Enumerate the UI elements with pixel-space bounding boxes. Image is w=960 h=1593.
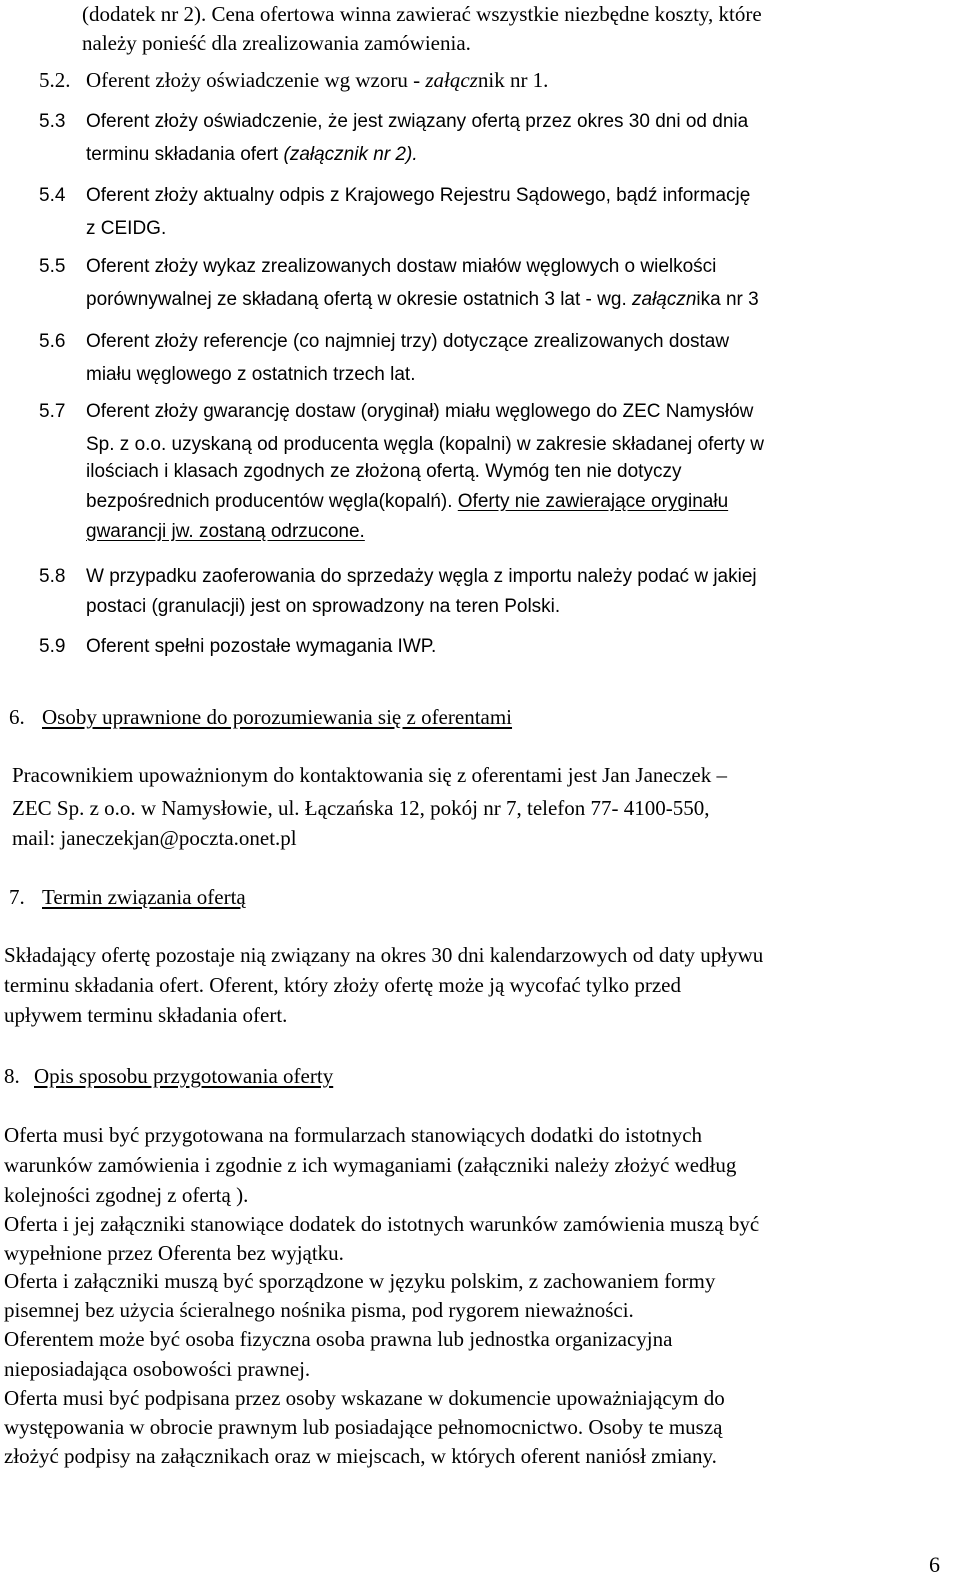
item-5-2-line-1 <box>86 70 548 91</box>
item-number-5-5: 5.5 <box>39 256 66 277</box>
item-5-8-line-2: postaci (granulacji) jest on sprowadzony na teren Polski. <box>86 596 561 617</box>
item-5-2-end: nik nr 1. <box>477 68 549 92</box>
item-number-5-6: 5.6 <box>39 331 66 352</box>
item-5-7-line-5: gwarancji jw. zostaną odrzucone. <box>86 521 365 542</box>
item-5-4-line-2: z CEIDG. <box>86 218 167 239</box>
section-8-line-11: występowania w obrocie prawnym lub posiadające pełnomocnictwo. Osoby te muszą <box>4 1415 723 1439</box>
item-5-5-end: ika nr 3 <box>696 289 759 310</box>
section-6-line-1: Pracownikiem upoważnionym do kontaktowania się z oferentami jest Jan Janeczek – <box>12 763 727 787</box>
item-5-5-line-1: Oferent złoży wykaz zrealizowanych dostaw miałów węglowych o wielkości <box>86 256 717 277</box>
section-6-line-3: mail: janeczekjan@poczta.onet.pl <box>12 826 297 850</box>
item-number-5-8: 5.8 <box>39 566 66 587</box>
item-5-7-underlined: Oferty nie zawierające oryginału <box>457 491 729 512</box>
section-8-line-3: kolejności zgodnej z ofertą ). <box>4 1183 249 1207</box>
section-8-line-7: pisemnej bez użycia ścieralnego nośnika pisma, pod rygorem nieważności. <box>4 1298 634 1322</box>
item-5-7-line-3: ilościach i klasach zgodnych ze złożoną ofertą. Wymóg ten nie dotyczy <box>86 461 682 482</box>
section-8-line-4: Oferta i jej załączniki stanowiące dodatek do istotnych warunków zamówienia muszą być <box>4 1212 760 1236</box>
section-7-line-3: upływem terminu składania ofert. <box>4 1003 288 1027</box>
section-8-line-5: wypełnione przez Oferenta bez wyjątku. <box>4 1241 344 1265</box>
item-number-5-3: 5.3 <box>39 111 66 132</box>
section-8-line-6: Oferta i załączniki muszą być sporządzone w języku polskim, z zachowaniem formy <box>4 1269 716 1293</box>
item-number-5-2: 5.2. <box>39 68 71 92</box>
item-5-9-line-1: Oferent spełni pozostałe wymagania IWP. <box>86 636 437 657</box>
item-5-2-text: Oferent złoży oświadczenie wg wzoru - <box>86 68 426 92</box>
item-5-7-line-2: Sp. z o.o. uzyskaną od producenta węgla (kopalni) w zakresie składanej oferty w <box>86 434 765 455</box>
section-8-line-10: Oferta musi być podpisana przez osoby wskazane w dokumencie upoważniającym do <box>4 1386 725 1410</box>
item-number-5-7: 5.7 <box>39 401 66 422</box>
section-7-line-1: Składający ofertę pozostaje nią związany na okres 30 dni kalendarzowych od daty upływu <box>4 943 764 967</box>
section-7-number: 7. <box>9 885 25 909</box>
item-number-5-4: 5.4 <box>39 185 66 206</box>
item-5-8-line-1: W przypadku zaoferowania do sprzedaży węgla z importu należy podać w jakiej <box>86 566 757 587</box>
section-8-number: 8. <box>4 1064 20 1088</box>
item-5-2-italic: załącz <box>425 68 478 92</box>
section-7-line-2: terminu składania ofert. Oferent, który złoży ofertę może ją wycofać tylko przed <box>4 973 681 997</box>
section-8-line-2: warunków zamówienia i zgodnie z ich wymaganiami (załączniki należy złożyć według <box>4 1153 737 1177</box>
page-number: 6 <box>929 1552 940 1577</box>
intro-line-1: (dodatek nr 2). Cena ofertowa winna zawierać wszystkie niezbędne koszty, które <box>82 2 762 26</box>
section-6-title: Osoby uprawnione do porozumiewania się z oferentami <box>42 705 513 729</box>
intro-line-2: należy ponieść dla zrealizowania zamówienia. <box>82 31 471 55</box>
section-8-line-8: Oferentem może być osoba fizyczna osoba prawna lub jednostka organizacyjna <box>4 1327 673 1351</box>
item-5-6-line-1: Oferent złoży referencje (co najmniej trzy) dotyczące zrealizowanych dostaw <box>86 331 730 352</box>
item-5-7-text: bezpośrednich producentów węgla(kopalń). <box>86 491 458 512</box>
item-5-7-line-1: Oferent złoży gwarancję dostaw (oryginał) miału węglowego do ZEC Namysłów <box>86 401 754 422</box>
item-5-3-line-2 <box>86 145 418 164</box>
item-5-7-line-4 <box>86 492 728 511</box>
section-8-line-12: złożyć podpisy na załącznikach oraz w miejscach, w których oferent naniósł zmiany. <box>4 1444 717 1468</box>
item-5-6-line-2: miału węglowego z ostatnich trzech lat. <box>86 364 416 385</box>
section-7-title: Termin związania ofertą <box>42 885 246 909</box>
item-5-5-line-2 <box>86 290 759 309</box>
item-5-5-italic: załączn <box>632 289 697 310</box>
item-5-5-text: porównywalnej ze składaną ofertą w okresie ostatnich 3 lat - wg. <box>86 289 632 310</box>
item-number-5-9: 5.9 <box>39 636 66 657</box>
section-8-line-9: nieposiadająca osobowości prawnej. <box>4 1357 311 1381</box>
section-6-number: 6. <box>9 705 25 729</box>
section-6-line-2: ZEC Sp. z o.o. w Namysłowie, ul. Łączańska 12, pokój nr 7, telefon 77- 4100-550, <box>12 796 710 820</box>
item-5-3-text: terminu składania ofert <box>86 144 284 165</box>
item-5-4-line-1: Oferent złoży aktualny odpis z Krajowego Rejestru Sądowego, bądź informację <box>86 185 751 206</box>
item-5-3-line-1: Oferent złoży oświadczenie, że jest związany ofertą przez okres 30 dni od dnia <box>86 111 749 132</box>
section-8-line-1: Oferta musi być przygotowana na formularzach stanowiących dodatki do istotnych <box>4 1123 703 1147</box>
item-5-3-italic: (załącznik nr 2). <box>283 144 418 165</box>
section-8-title: Opis sposobu przygotowania oferty <box>34 1064 334 1088</box>
